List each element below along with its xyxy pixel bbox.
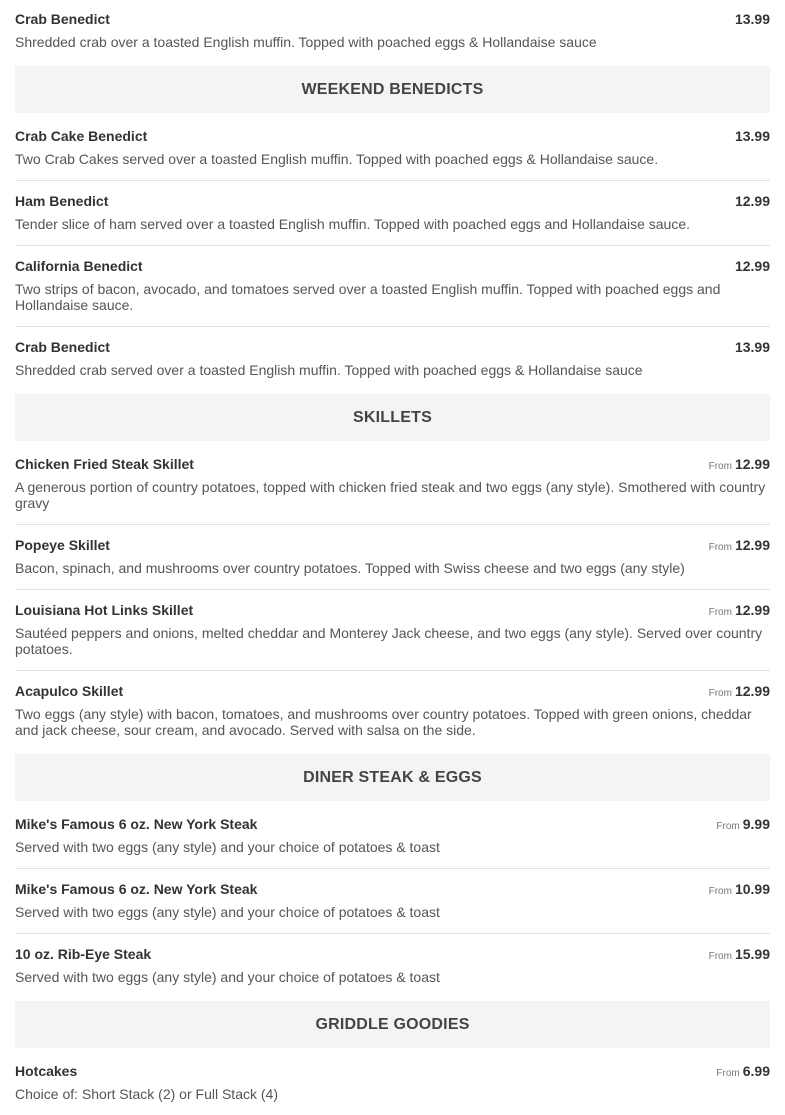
- menu-item-price: [709, 881, 770, 900]
- section-title: SKILLETS: [353, 408, 432, 426]
- menu-item-description: Sautéed peppers and onions, melted cheddar and Monterey Jack cheese, and two eggs (any style). Served over country potatoes.: [15, 625, 763, 657]
- menu-item-name: California Benedict: [15, 258, 143, 274]
- menu-item-name: Acapulco Skillet: [15, 683, 124, 699]
- menu-item-name: Crab Cake Benedict: [15, 128, 148, 144]
- menu-item-header: [15, 1063, 770, 1079]
- price-value: 12.99: [734, 602, 770, 618]
- price-from-label: From: [708, 607, 732, 618]
- menu-item-description: Served with two eggs (any style) and your choice of potatoes & toast: [15, 839, 440, 855]
- menu-item-price: [709, 946, 770, 965]
- menu-item[interactable]: [15, 934, 770, 998]
- menu-item[interactable]: [15, 181, 770, 246]
- price-value: 15.99: [734, 946, 770, 962]
- menu-item-description: Two eggs (any style) with bacon, tomatoes, and mushrooms over country potatoes. Topped with green onions, cheddar and jack cheese, sour cream, and avocado. Served with salsa on the side.: [15, 706, 752, 738]
- menu-item-price: [735, 258, 770, 274]
- price-from-label: From: [708, 688, 732, 699]
- price-value: 12.99: [734, 683, 770, 699]
- menu-item-header: [15, 946, 770, 962]
- price-value: 10.99: [734, 881, 770, 897]
- menu-item-price: [709, 683, 770, 702]
- menu-item[interactable]: [15, 671, 770, 751]
- price-from-label: From: [708, 886, 732, 897]
- menu-item-description: Bacon, spinach, and mushrooms over country potatoes. Topped with Swiss cheese and two eggs (any style): [15, 560, 685, 576]
- menu-item-price: [709, 456, 770, 475]
- menu-item[interactable]: [15, 444, 770, 525]
- menu-item[interactable]: [15, 0, 770, 63]
- menu-item-description: A generous portion of country potatoes, topped with chicken fried steak and two eggs (any style). Smothered with country gravy: [15, 479, 766, 511]
- menu-item-header: [15, 602, 770, 618]
- price-value: 13.99: [734, 128, 770, 144]
- section-title: GRIDDLE GOODIES: [315, 1015, 470, 1033]
- price-value: 12.99: [734, 258, 770, 274]
- section-title: WEEKEND BENEDICTS: [301, 80, 484, 98]
- menu-item-name: Crab Benedict: [15, 11, 110, 27]
- menu-item-description: Shredded crab served over a toasted English muffin. Topped with poached eggs & Hollandaise sauce: [15, 362, 643, 378]
- menu-item-header: [15, 128, 770, 144]
- menu-item-header: [15, 816, 770, 832]
- price-value: 12.99: [734, 456, 770, 472]
- menu-item[interactable]: [15, 116, 770, 181]
- menu-item[interactable]: [15, 804, 770, 869]
- menu-item-header: [15, 537, 770, 553]
- menu-item-price: [735, 128, 770, 144]
- menu-item-name: Popeye Skillet: [15, 537, 110, 553]
- menu-item-name: Hotcakes: [15, 1063, 78, 1079]
- menu-item-description: Choice of: Short Stack (2) or Full Stack (4): [15, 1086, 278, 1102]
- menu-item[interactable]: [15, 869, 770, 934]
- section-header: [15, 754, 770, 801]
- menu-list: [15, 0, 770, 1115]
- menu-item-price: [709, 602, 770, 621]
- menu-item-name: 10 oz. Rib-Eye Steak: [15, 946, 152, 962]
- price-from-label: From: [716, 821, 740, 832]
- menu-item-description: Shredded crab over a toasted English muffin. Topped with poached eggs & Hollandaise sauce: [15, 34, 597, 50]
- menu-item-description: Tender slice of ham served over a toasted English muffin. Topped with poached eggs and Hollandaise sauce.: [15, 216, 691, 232]
- section-header: [15, 394, 770, 441]
- menu-item-price: [716, 1063, 770, 1082]
- menu-item-description: Two strips of bacon, avocado, and tomatoes served over a toasted English muffin. Topped with poached eggs and Hollandaise sauce.: [15, 281, 721, 313]
- menu-item-header: [15, 456, 770, 472]
- menu-item-price: [735, 11, 770, 27]
- menu-item-header: [15, 881, 770, 897]
- price-value: 12.99: [734, 537, 770, 553]
- menu-item-name: Mike's Famous 6 oz. New York Steak: [15, 816, 258, 832]
- menu-item-description: Served with two eggs (any style) and your choice of potatoes & toast: [15, 904, 440, 920]
- price-value: 13.99: [734, 339, 770, 355]
- menu-item-header: [15, 258, 770, 274]
- price-from-label: From: [716, 1068, 740, 1079]
- menu-item[interactable]: [15, 590, 770, 671]
- menu-item-price: [716, 816, 770, 835]
- menu-item[interactable]: [15, 246, 770, 327]
- price-value: 9.99: [742, 816, 770, 832]
- menu-item-name: Crab Benedict: [15, 339, 110, 355]
- menu-item-header: [15, 339, 770, 355]
- menu-item[interactable]: [15, 327, 770, 391]
- menu-item-header: [15, 193, 770, 209]
- price-value: 6.99: [742, 1063, 770, 1079]
- menu-item-name: Ham Benedict: [15, 193, 109, 209]
- menu-item-name: Mike's Famous 6 oz. New York Steak: [15, 881, 258, 897]
- menu-item-price: [735, 193, 770, 209]
- price-from-label: From: [708, 542, 732, 553]
- menu-item-header: [15, 11, 770, 27]
- price-from-label: From: [708, 951, 732, 962]
- section-header: [15, 1001, 770, 1048]
- section-header: [15, 66, 770, 113]
- menu-item-description: Two Crab Cakes served over a toasted English muffin. Topped with poached eggs & Hollandaise sauce.: [15, 151, 659, 167]
- menu-item[interactable]: [15, 1051, 770, 1115]
- section-title: DINER STEAK & EGGS: [303, 768, 482, 786]
- price-value: 12.99: [734, 193, 770, 209]
- menu-item-price: [709, 537, 770, 556]
- menu-item-description: Served with two eggs (any style) and your choice of potatoes & toast: [15, 969, 440, 985]
- price-value: 13.99: [734, 11, 770, 27]
- price-from-label: From: [708, 461, 732, 472]
- menu-item-price: [735, 339, 770, 355]
- menu-item-name: Chicken Fried Steak Skillet: [15, 456, 194, 472]
- menu-item-name: Louisiana Hot Links Skillet: [15, 602, 194, 618]
- menu-item[interactable]: [15, 525, 770, 590]
- menu-item-header: [15, 683, 770, 699]
